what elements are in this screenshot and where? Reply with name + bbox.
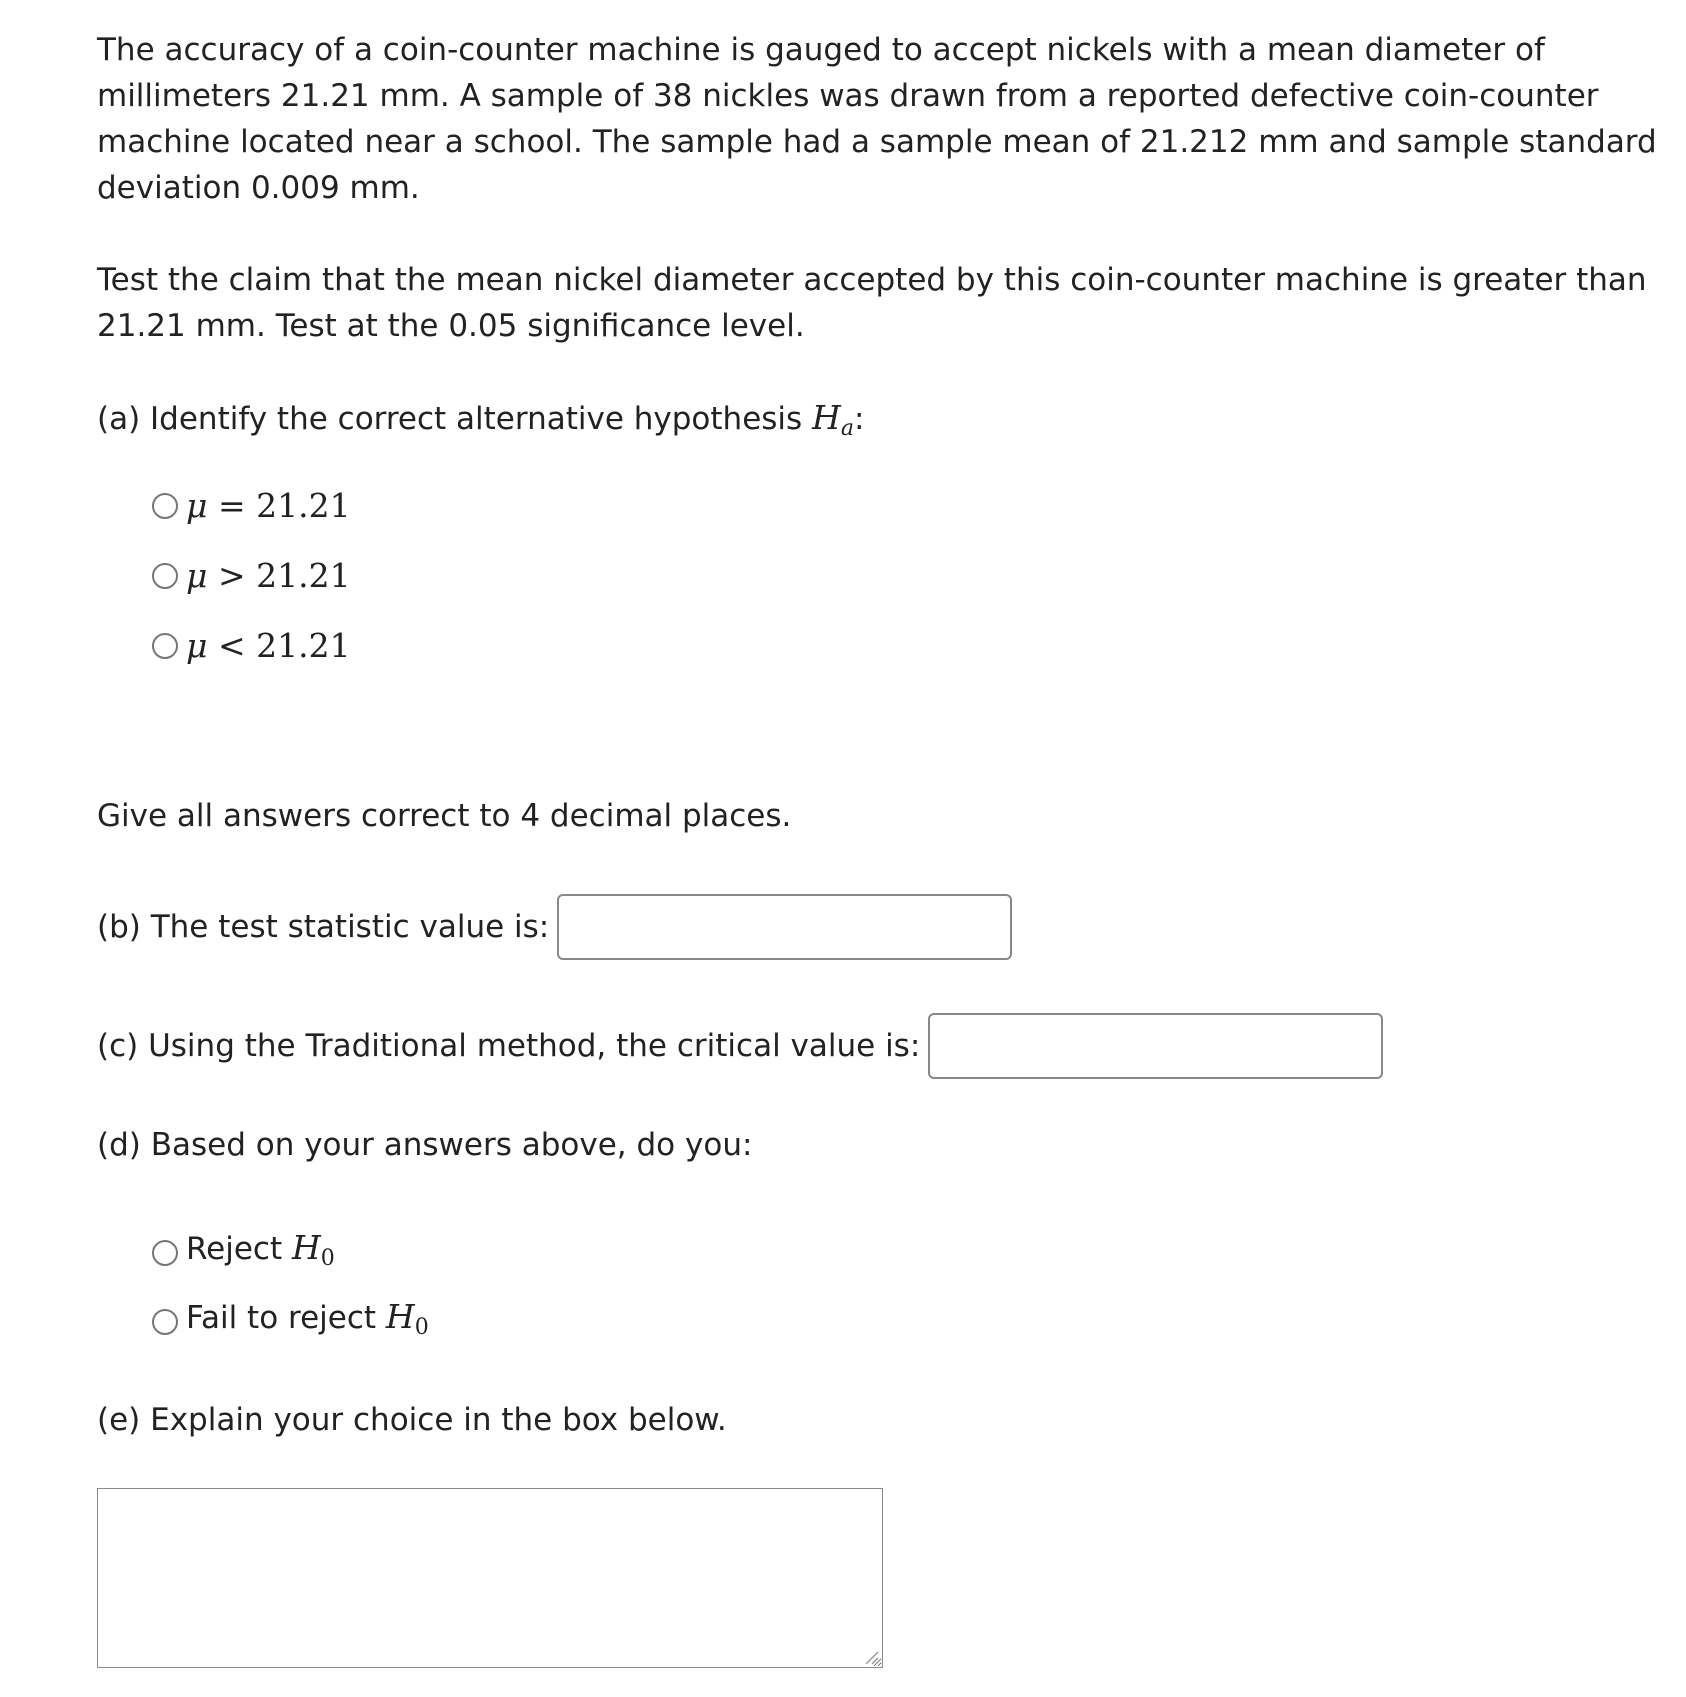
null-hypothesis-symbol: H bbox=[291, 1227, 321, 1267]
explanation-textarea[interactable] bbox=[97, 1488, 883, 1668]
mu-symbol: μ bbox=[186, 556, 208, 595]
alt-hypothesis-subscript: a bbox=[840, 416, 854, 441]
hypothesis-option-greater[interactable] bbox=[152, 553, 351, 599]
part-a-colon: : bbox=[853, 401, 865, 437]
decision-option-fail-to-reject[interactable] bbox=[152, 1296, 429, 1345]
hypothesis-value: 21.21 bbox=[256, 626, 351, 665]
radio-button[interactable] bbox=[152, 1309, 178, 1335]
part-a-prompt bbox=[97, 395, 864, 452]
hypothesis-value: 21.21 bbox=[256, 486, 351, 525]
decision-option-text bbox=[186, 1225, 335, 1282]
null-hypothesis-subscript: 0 bbox=[320, 1245, 335, 1271]
test-statistic-input[interactable] bbox=[557, 894, 1012, 960]
radio-button[interactable] bbox=[152, 633, 178, 659]
part-b-row bbox=[97, 894, 1012, 960]
decision-option-reject[interactable] bbox=[152, 1227, 335, 1276]
part-c-row bbox=[97, 1013, 1383, 1079]
null-hypothesis-subscript: 0 bbox=[414, 1314, 429, 1340]
hypothesis-option-text bbox=[186, 483, 351, 529]
hypothesis-value: 21.21 bbox=[256, 556, 351, 595]
radio-button[interactable] bbox=[152, 563, 178, 589]
mu-symbol: μ bbox=[186, 626, 208, 665]
alt-hypothesis-symbol: H bbox=[812, 398, 841, 437]
decision-label: Reject bbox=[186, 1230, 292, 1267]
hypothesis-option-less[interactable] bbox=[152, 623, 351, 669]
null-hypothesis-symbol: H bbox=[385, 1296, 415, 1336]
mu-symbol: μ bbox=[186, 486, 208, 525]
decision-option-text bbox=[186, 1294, 429, 1351]
hypothesis-option-text bbox=[186, 623, 351, 669]
hypothesis-option-equal[interactable] bbox=[152, 483, 351, 529]
problem-intro: The accuracy of a coin-counter machine is gauged to accept nickels with a mean diameter of millimeters 21.21 mm. A sample of 38 nickles was drawn from a reported defective coin-counter machine located near a school. The sample had a sample mean of 21.212 mm and sample standard deviation 0.009 mm. bbox=[97, 32, 1657, 206]
critical-value-input[interactable] bbox=[928, 1013, 1383, 1079]
operator: = bbox=[207, 486, 257, 525]
instructions: Give all answers correct to 4 decimal places. bbox=[97, 798, 792, 834]
part-e-prompt: (e) Explain your choice in the box below. bbox=[97, 1402, 727, 1438]
radio-button[interactable] bbox=[152, 493, 178, 519]
part-b-label: (b) The test statistic value is: bbox=[97, 909, 550, 945]
part-d-prompt: (d) Based on your answers above, do you: bbox=[97, 1127, 753, 1163]
hypothesis-option-text bbox=[186, 553, 351, 599]
operator: > bbox=[207, 556, 257, 595]
part-c-label: (c) Using the Traditional method, the critical value is: bbox=[97, 1028, 921, 1064]
resize-grip-icon[interactable] bbox=[862, 1648, 880, 1666]
operator: < bbox=[207, 626, 257, 665]
radio-button[interactable] bbox=[152, 1240, 178, 1266]
problem-claim: Test the claim that the mean nickel diameter accepted by this coin-counter machine is greater than 21.21 mm. Test at the 0.05 significance level. bbox=[97, 262, 1647, 344]
decision-label: Fail to reject bbox=[186, 1299, 386, 1336]
part-a-prompt-text: (a) Identify the correct alternative hypothesis bbox=[97, 401, 813, 437]
